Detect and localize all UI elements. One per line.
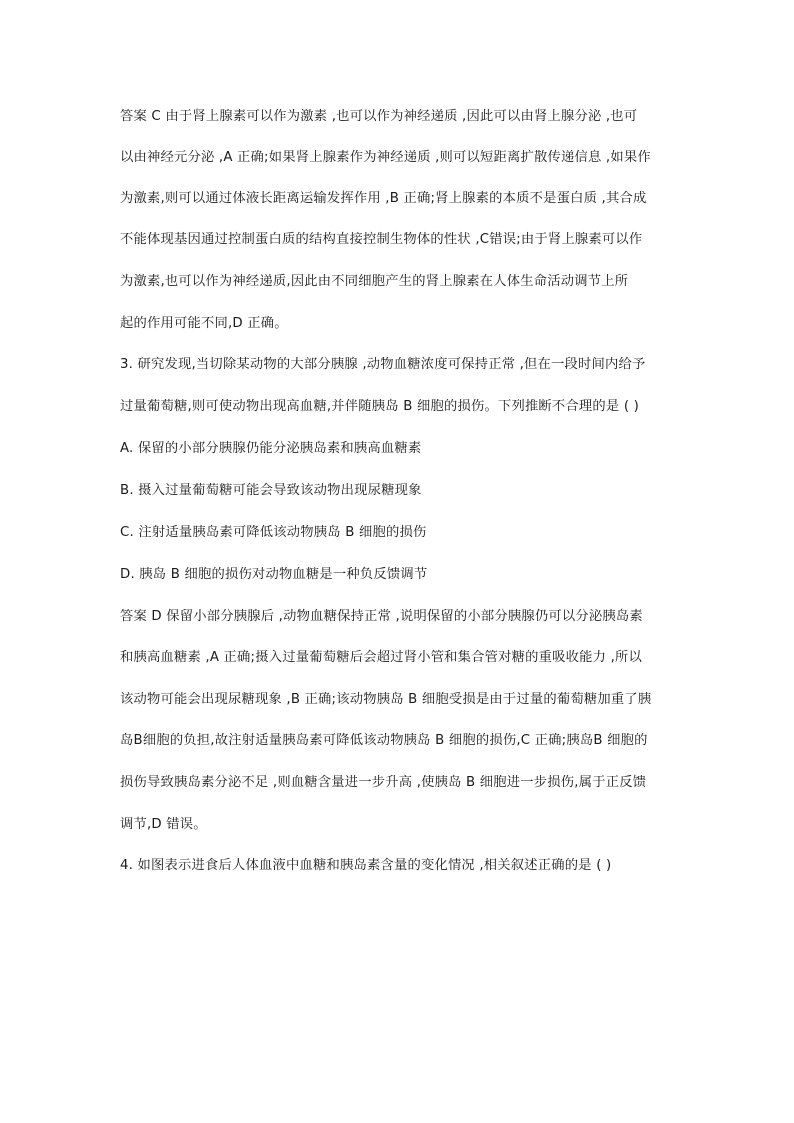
answer-2-line-3: 为激素,则可以通过体液长距离运输发挥作用 ,B 正确;肾上腺素的本质不是蛋白质 ,其合成 — [120, 191, 647, 206]
question-3-option-a: A. 保留的小部分胰腺仍能分泌胰岛素和胰高血糖素 — [120, 441, 422, 456]
question-4-line-1: 4. 如图表示进食后人体血液中血糖和胰岛素含量的变化情况 ,相关叙述正确的是 ( ) — [120, 858, 612, 873]
answer-3-line-6: 调节,D 错误。 — [120, 817, 207, 832]
question-3-option-c: C. 注射适量胰岛素可降低该动物胰岛 B 细胞的损伤 — [120, 525, 427, 540]
answer-2-line-4: 不能体现基因通过控制蛋白质的结构直接控制生物体的性状 ,C错误;由于肾上腺素可以作 — [120, 232, 643, 247]
answer-3-line-3: 该动物可能会出现尿糖现象 ,B 正确;该动物胰岛 B 细胞受损是由于过量的葡萄糖加重了胰 — [120, 692, 652, 707]
answer-2-line-5: 为激素,也可以作为神经递质,因此由不同细胞产生的肾上腺素在人体生命活动调节上所 — [120, 274, 629, 289]
answer-2-line-1: 答案 C 由于肾上腺素可以作为激素 ,也可以作为神经递质 ,因此可以由肾上腺分泌 ,也可 — [120, 109, 638, 124]
answer-3-line-1: 答案 D 保留小部分胰腺后 ,动物血糖保持正常 ,说明保留的小部分胰腺仍可以分泌胰岛素 — [120, 609, 643, 624]
answer-2-line-6: 起的作用可能不同,D 正确。 — [120, 316, 288, 331]
question-3-line-2: 过量葡萄糖,则可使动物出现高血糖,并伴随胰岛 B 细胞的损伤。下列推断不合理的是 ( ) — [120, 399, 640, 414]
answer-3-line-2: 和胰高血糖素 ,A 正确;摄入过量葡萄糖后会超过肾小管和集合管对糖的重吸收能力 ,所以 — [120, 650, 642, 665]
question-3-option-b: B. 摄入过量葡萄糖可能会导致该动物出现尿糖现象 — [120, 483, 422, 498]
answer-2-line-2: 以由神经元分泌 ,A 正确;如果肾上腺素作为神经递质 ,则可以短距离扩散传递信息 ,如果作 — [120, 150, 651, 165]
question-3-line-1: 3. 研究发现,当切除某动物的大部分胰腺 ,动物血糖浓度可保持正常 ,但在一段时间内给予 — [120, 357, 646, 372]
question-3-option-d: D. 胰岛 B 细胞的损伤对动物血糖是一种负反馈调节 — [120, 567, 428, 582]
answer-3-line-4: 岛B细胞的负担,故注射适量胰岛素可降低该动物胰岛 B 细胞的损伤,C 正确;胰岛B 细胞的 — [120, 733, 648, 748]
answer-3-line-5: 损伤导致胰岛素分泌不足 ,则血糖含量进一步升高 ,使胰岛 B 细胞进一步损伤,属于正反馈 — [120, 775, 647, 790]
